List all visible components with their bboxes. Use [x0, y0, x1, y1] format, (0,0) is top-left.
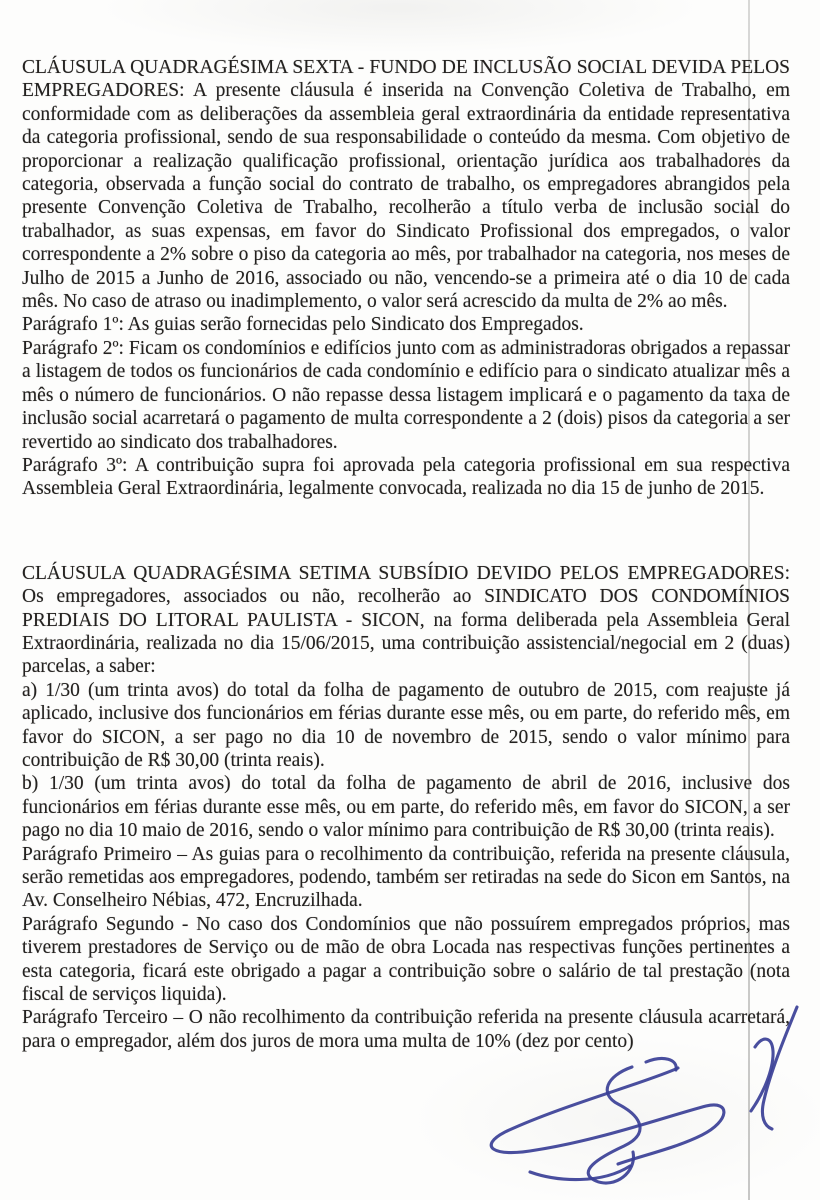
- clause-46-paragrafo-3: Parágrafo 3º: A contribuição supra foi aprovada pela categoria profissional em sua respectiva Assembleia Geral Extraordinária, legalmente convocada, realizada no dia 15 de junho de 2015.: [22, 454, 790, 500]
- clause-47-paragraph: CLÁUSULA QUADRAGÉSIMA SETIMA SUBSÍDIO DEVIDO PELOS EMPREGADORES: Os empregadores, associados ou não, recolherão ao SINDICATO DOS CONDOMÍNIOS PREDIAIS DO LITORAL PAULISTA - SICON, na forma deliberada pela Assembleia Geral Extraordinária, realizada no dia 15/06/2015, uma contribuição assistencial/negocial em 2 (duas) parcelas, a saber:: [22, 562, 790, 678]
- clause-47-item-a: a) 1/30 (um trinta avos) do total da folha de pagamento de outubro de 2015, com reajuste já aplicado, inclusive dos funcionários em férias durante esse mês, ou em parte, do referido mês, em favor do SICON, a ser pago no dia 10 de novembro de 2015, sendo o valor mínimo para contribuição de R$ 30,00 (trinta reais).: [22, 679, 790, 771]
- clause-46-paragrafo-2: Parágrafo 2º: Ficam os condomínios e edifícios junto com as administradoras obrigados a repassar a listagem de todos os funcionários de cada condomínio e edifício para o sindicato atualizar mês a mês o número de funcionários. O não repasse dessa listagem implicará e o pagamento da taxa de inclusão social acarretará o pagamento de multa correspondente a 2 (dois) pisos da categoria a ser revertido ao sindicato dos trabalhadores.: [22, 337, 790, 453]
- signature-scribble: [491, 1059, 724, 1184]
- clause-46-paragraph: CLÁUSULA QUADRAGÉSIMA SEXTA - FUNDO DE INCLUSÃO SOCIAL DEVIDA PELOS EMPREGADORES: A presente cláusula é inserida na Convenção Coletiva de Trabalho, em conformidade com as deliberações da assembleia geral extraordinária da entidade representativa da categoria profissional, sendo de sua responsabilidade o conteúdo da mesma. Com objetivo de proporcionar a realização qualificação profissional, orientação jurídica aos trabalhadores da categoria, observada a função social do contrato de trabalho, os empregadores abrangidos pela presente Convenção Coletiva de Trabalho, recolherão a título verba de inclusão social do trabalhador, as suas expensas, em favor do Sindicato Profissional dos empregados, o valor correspondente a 2% sobre o piso da categoria ao mês, por trabalhador na categoria, nos meses de Julho de 2015 a Junho de 2016, associado ou não, vencendo-se a primeira até o dia 10 de cada mês. No caso de atraso ou inadimplemento, o valor será acrescido da multa de 2% ao mês.: [22, 57, 790, 313]
- document-text-block: [22, 56, 790, 1053]
- clause-47-item-b: b) 1/30 (um trinta avos) do total da folha de pagamento de abril de 2016, inclusive dos funcionários em férias durante esse mês, ou em parte, do referido mês, em favor do SICON, a ser pago no dia 10 maio de 2016, sendo o valor mínimo para contribuição de R$ 30,00 (trinta reais).: [22, 773, 790, 842]
- clause-47-paragrafo-segundo: Parágrafo Segundo - No caso dos Condomínios que não possuírem empregados próprios, mas tiverem prestadores de Serviço ou de mão de obra Locada nas respectivas funções pertinentes a esta categoria, ficará este obrigado a pagar a contribuição sobre o salário de tal prestação (nota fiscal de serviços liquida).: [22, 913, 790, 1006]
- clause-47-paragrafo-primeiro: Parágrafo Primeiro – As guias para o recolhimento da contribuição, referida na presente cláusula, serão remetidas aos empregadores, podendo, também ser retiradas na sede do Sicon em Santos, na Av. Conselheiro Nébias, 472, Encruzilhada.: [22, 843, 790, 912]
- clause-47-paragrafo-terceiro: Parágrafo Terceiro – O não recolhimento da contribuição referida na presente cláusula acarretará, para o empregador, além dos juros de mora uma multa de 10% (dez por cento): [22, 1007, 790, 1052]
- clause-46-paragrafo-1: Parágrafo 1º: As guias serão fornecidas pelo Sindicato dos Empregados.: [22, 314, 584, 336]
